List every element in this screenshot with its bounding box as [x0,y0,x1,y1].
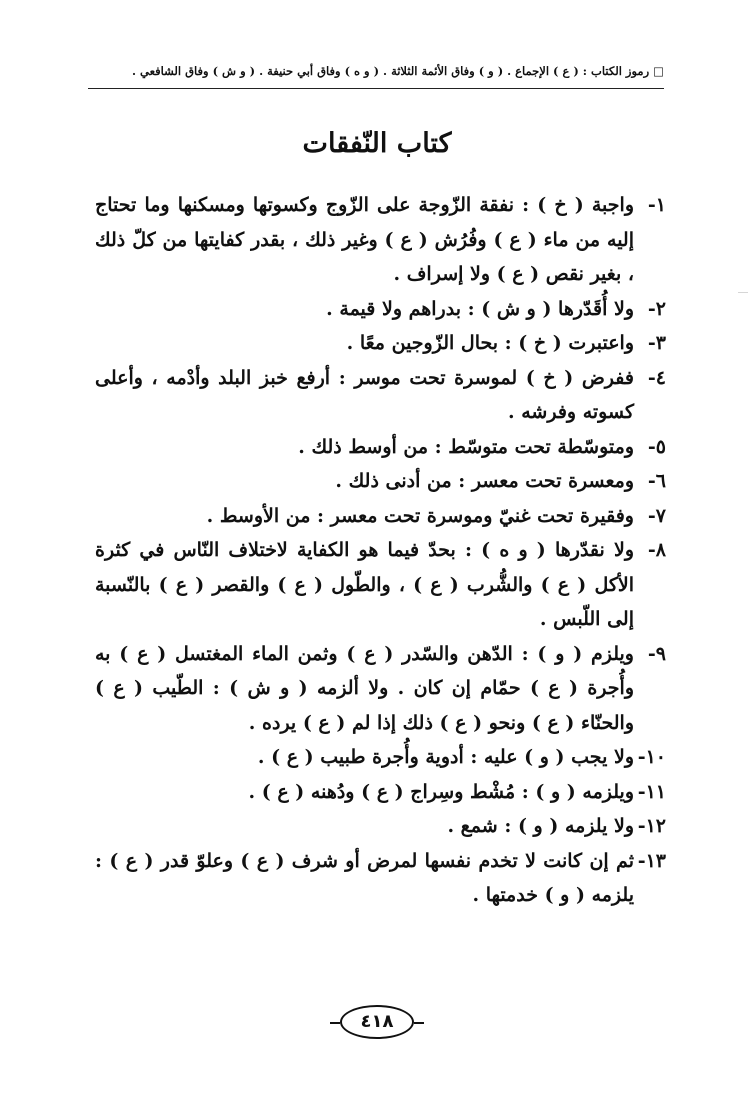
header-divider [88,88,664,89]
list-item [95,844,666,913]
folio-ornament-right [414,1022,424,1024]
item-number: ٥- [647,435,666,458]
item-text: ففرض ( خ ) لموسرة تحت موسر : أرفع خبز البلد وأدْمه ، وأعلى كسوته وفرشه . [95,366,634,423]
list-item [95,188,666,292]
list-item [95,499,666,534]
list-item [95,464,666,499]
list-item [95,292,666,327]
list-item [95,809,666,844]
list-item [95,775,666,810]
item-text: ولا يجب ( و ) عليه : أدوية وأُجرة طبيب ( ع ) . [257,746,634,768]
item-text: ولا نقدّرها ( و ه ) : بحدّ فيما هو الكفاية لاختلاف النّاس في كثرة الأكل ( ع ) والشُّرب ( ع ) ، والطّول ( ع ) والقصر ( ع ) بالنّسبة إلى اللّبس . [95,539,634,630]
item-number: ٦- [647,470,666,492]
item-number: ٤- [647,366,666,389]
page-number-text: ٤١٨ [360,1011,394,1032]
item-number: ١٠- [637,746,666,768]
chapter-title: كتاب النّفقات [302,128,452,159]
list-item [95,533,666,637]
item-text: واجبة ( خ ) : نفقة الزّوجة على الزّوج وكسوتها ومسكنها وما تحتاج إليه من ماء ( ع ) وفُرُش ( ع ) وغير ذلك ، بقدر كفايتها من كلّ ذلك ، بغير نقص ( ع ) ولا إسراف . [95,194,634,285]
item-text: ثم إن كانت لا تخدم نفسها لمرض أو شرف ( ع ) وعلوّ قدر ( ع ) : يلزمه ( و ) خدمتها . [95,849,634,906]
item-text: ولا أُقَدّرها ( و ش ) : بدراهم ولا قيمة . [326,297,634,320]
item-text: واعتبرت ( خ ) : بحال الزّوجين معًا . [346,332,634,354]
item-number: ٢- [647,297,666,320]
page-number [340,1005,414,1039]
item-text: ومتوسّطة تحت متوسّط : من أوسط ذلك . [298,435,634,458]
item-number: ٨- [647,539,666,561]
item-number: ٩- [647,642,666,665]
scan-edge-mark [738,292,748,293]
item-text: وفقيرة تحت غنيّ وموسرة تحت معسر : من الأوسط . [206,504,634,527]
list-item [95,361,666,430]
running-header: □ رموز الكتاب : ( ع ) الإجماع . ( و ) وفاق الأئمة الثلاثة . ( و ه ) وفاق أبي حنيفة . ( و ش ) وفاق الشافعي . [132,64,664,78]
item-number: ١- [647,194,666,216]
item-number: ٧- [647,504,666,527]
item-text: ويلزمه ( و ) : مُشْط وسِراج ( ع ) ودُهنه ( ع ) . [248,780,634,803]
list-item [95,740,666,775]
folio-ornament-left [330,1022,340,1024]
item-number: ٣- [647,332,666,354]
item-text: ويلزم ( و ) : الدّهن والسّدر ( ع ) وثمن الماء المغتسل ( ع ) به وأُجرة ( ع ) حمّام إن كان . ولا ألزمه ( و ش ) : الطّيب ( ع ) والحنّاء ( ع ) ونحو ( ع ) ذلك إذا لم ( ع ) يرده . [95,642,634,734]
item-text: ومعسرة تحت معسر : من أدنى ذلك . [335,470,634,492]
item-number: ١٢- [637,815,666,837]
text-body [95,188,666,913]
list-item [95,430,666,465]
list-item [95,637,666,741]
item-number: ١٣- [637,849,666,872]
item-text: ولا يلزمه ( و ) : شمع . [447,815,634,837]
item-number: ١١- [637,780,666,803]
list-item [95,326,666,361]
